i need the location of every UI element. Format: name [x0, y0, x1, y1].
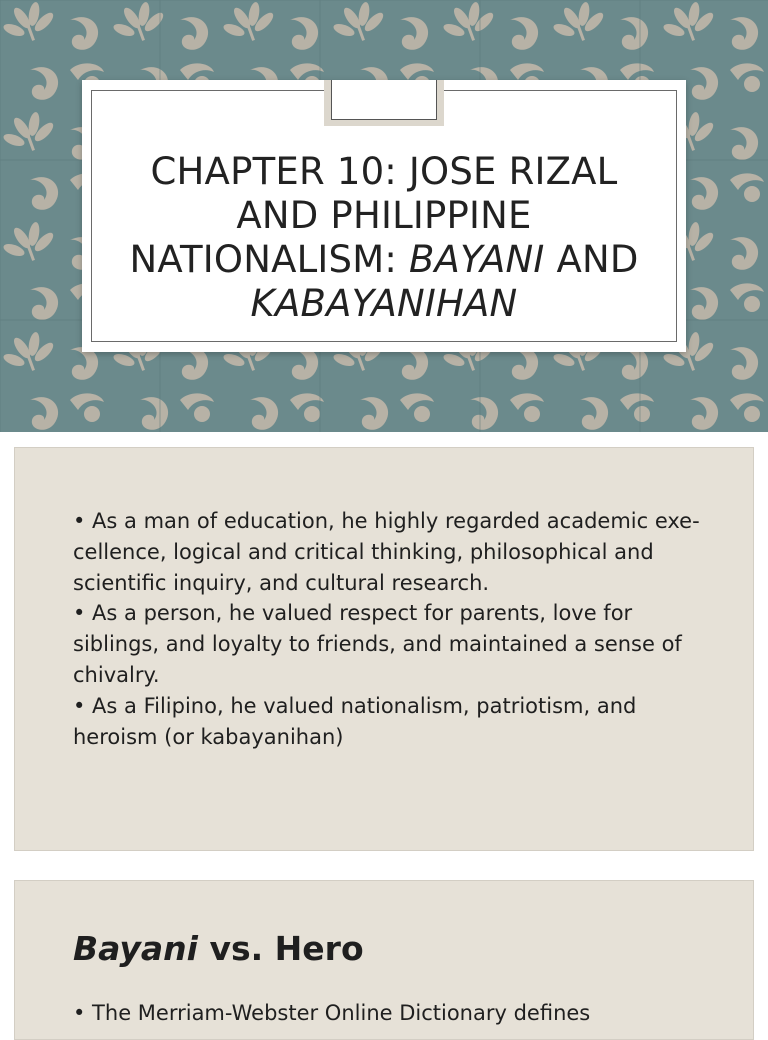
title-tab-inner: [331, 80, 437, 120]
bullet-item-filipino: • As a Filipino, he valued nationalism, patriotism, and heroism (or kabayanihan): [73, 693, 637, 749]
content-slide-bayani-vs-hero: [14, 880, 754, 1040]
title-line-3: [92, 238, 676, 282]
slide-title: [92, 150, 676, 326]
bullet-item-person: • As a person, he valued respect for parents, love for siblings, and loyalty to friends, and maintained a sense of chivalry.: [73, 601, 682, 687]
slide-heading-rest: vs. Hero: [198, 929, 364, 968]
title-line-2: AND PHILIPPINE: [236, 194, 532, 237]
content-slide-values: [14, 447, 754, 851]
title-line-3-post: AND: [544, 238, 639, 281]
title-line-4: KABAYANIHAN: [250, 282, 518, 325]
bullet-list: [73, 506, 703, 752]
title-line-3-italic: BAYANI: [408, 238, 545, 281]
bullet-item-definition: • The Merriam-Webster Online Dictionary defines: [73, 1001, 591, 1025]
bullet-item-education: • As a man of education, he highly regarded academic execellence, logical and critical thinking, philosophical and scientific inquiry, and cultural research.: [73, 509, 700, 595]
title-line-1: CHAPTER 10: JOSE RIZAL: [150, 150, 618, 193]
slide-heading: [73, 929, 364, 968]
slide-heading-italic: Bayani: [73, 929, 198, 968]
title-slide: [0, 0, 768, 432]
title-line-3-pre: NATIONALISM:: [129, 238, 409, 281]
